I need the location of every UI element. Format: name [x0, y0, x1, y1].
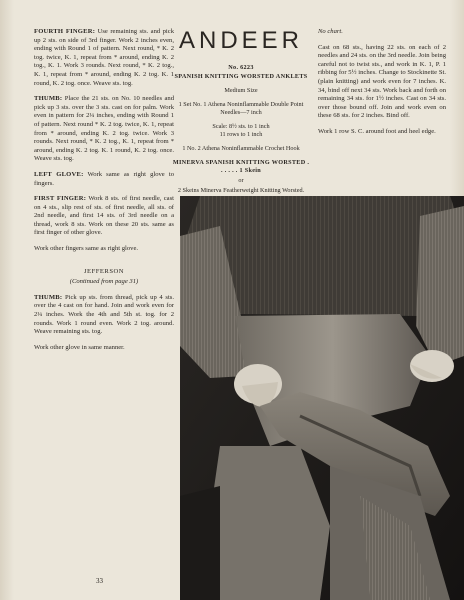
- other-fingers-paragraph: Work other fingers same as right glove.: [34, 245, 139, 253]
- knitting-photo: [180, 196, 464, 600]
- thumb-lead: THUMB:: [34, 95, 63, 103]
- hook-info: 1 No. 2 Athena Noninflammable Crochet Hook: [182, 145, 300, 152]
- yarn-or: or: [238, 177, 244, 184]
- pattern-number: No. 6223: [228, 64, 254, 71]
- middle-column: [172, 28, 310, 201]
- photo-illustration: [180, 196, 464, 600]
- jefferson-continued: (Continued from page 31): [69, 278, 139, 286]
- thumb-paragraph: [34, 95, 174, 164]
- first-finger-text: Work 8 sts. of first needle, cast on 4 sts., slip rest of sts. of first needle, all sts. of 2nd needle, and first 14 sts. of 3rd needle on a thread, work 8 sts. Work on these 20 sts. same as first finger of other glove.: [34, 195, 175, 237]
- left-glove-text: Work same as right glove to fingers.: [34, 170, 174, 187]
- yarn-option-a: MINERVA SPANISH KNITTING WORSTED . . . . . . 1 Skein: [172, 159, 310, 174]
- first-finger-lead: FIRST FINGER:: [34, 195, 87, 203]
- fourth-finger-text: Use remaining sts. and pick up 2 sts. on side of 3rd finger. Work 2 inches even, ending with Round 1 of pattern. Next round, * K. 2 tog. twice, K. 1, repeat from * around, ending K. 2 tog., K. 1. Work 3 rounds. Next round, * K. 2 tog., K. 1, repeat from * around, ending K. 2 tog. K. 1 round, K. 2 tog. once. Weave sts. tog.: [34, 28, 174, 87]
- jefferson-heading: JEFFERSON: [83, 267, 125, 275]
- size-label: Medium Size: [224, 87, 258, 94]
- yarn-option-b: 2 Skeins Minerva Featherweight Knitting Worsted.: [177, 187, 305, 194]
- left-glove-lead: LEFT GLOVE:: [34, 170, 84, 178]
- left-glove-paragraph: [34, 171, 174, 188]
- page-title: ANDEER: [178, 27, 304, 54]
- thumb-text: Place the 21 sts. on No. 10 needles and pick up 3 sts. over the 3 sts. cast on for palm. Work even in pattern for 2¼ inches, ending with Round 1 of pattern. Next round * K. 2 tog. twice, K. 1, repeat from * around, ending K. 2 tog. twice. Work 3 rounds. Next round, * K. 2 tog., K. 1, repeat from * around, ending K. 2 tog. K. 1 round, K. 2 tog. once. Weave sts. tog.: [34, 95, 174, 163]
- right-column: [318, 28, 446, 144]
- fourth-finger-paragraph: [34, 28, 174, 88]
- jefferson-thumb-lead: THUMB:: [34, 293, 63, 301]
- gauge-stitches: Scale: 8½ sts. to 1 inch: [212, 123, 270, 130]
- edging-paragraph: Work 1 row S. C. around foot and heel edge.: [318, 127, 436, 135]
- pattern-subtitle: SPANISH KNITTING WORSTED ANKLETS: [174, 73, 308, 80]
- jefferson-other-paragraph: Work other glove in same manner.: [34, 343, 125, 351]
- page-number: 33: [96, 577, 103, 585]
- gauge-rows: 11 rows to 1 inch: [219, 131, 263, 138]
- needles-info: 1 Set No. 1 Athena Noninflammable Double Point Needles—7 inch: [178, 101, 304, 116]
- first-finger-paragraph: [34, 195, 174, 238]
- fourth-finger-lead: FOURTH FINGER:: [34, 28, 96, 35]
- jefferson-thumb-text: Pick up sts. from thread, pick up 4 sts. over the 4 cast on for hand. Join and work even for 2¼ inches. Work the 4th and 5th st. tog. for 2 rounds. Work 1 round even. Work 2 tog. around. Weave remaining sts. tog.: [34, 293, 174, 336]
- left-column: [34, 28, 174, 359]
- no-chart-note: No chart.: [318, 28, 343, 35]
- instructions-paragraph: Cast on 68 sts., having 22 sts. on each of 2 needles and 24 sts. on the 3rd needle. Join being careful not to twist sts., and work in K. 1, P. 1 ribbing for 5½ inches. Change to Stockinette St. (plain knitting) and work even for 7 inches. K. 34, bind off next 34 sts. Work back and forth on remaining 34 sts. for 1½ inches. Cast on 34 sts. over those bound off. Join and work even on these 68 sts. for 2 inches. Bind off.: [318, 43, 446, 120]
- jefferson-thumb-paragraph: [34, 294, 174, 337]
